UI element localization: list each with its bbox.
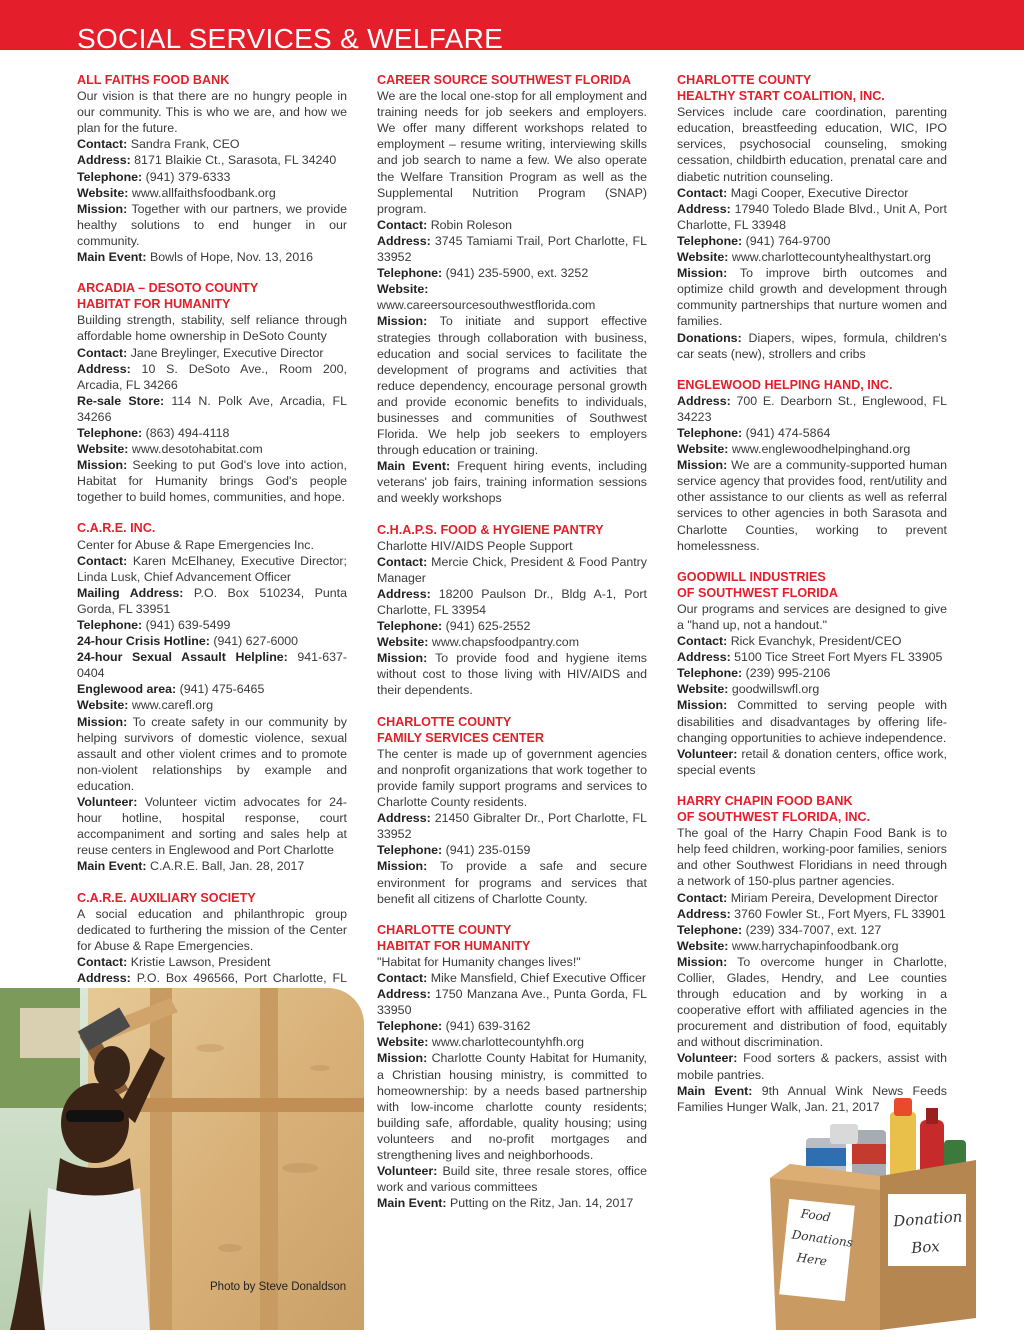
org-name-line: HEALTHY START COALITION, INC.: [677, 89, 885, 104]
detail-value: To provide a safe and secure environment for programs and services that benefit all citizens of Charlotte County.: [377, 859, 647, 906]
donation-box-photo: [770, 1094, 980, 1330]
org-detail: [377, 233, 647, 265]
org-detail: [677, 938, 947, 954]
detail-label: Address:: [77, 153, 131, 168]
org-description: [77, 906, 347, 954]
org-entry: [77, 280, 347, 505]
detail-label: Main Event:: [77, 250, 147, 265]
detail-label: Contact:: [377, 217, 428, 232]
detail-label: Volunteer:: [77, 795, 138, 810]
detail-value: Frequent hiring events, including veterans' job fairs, training information sessions and weekly workshops: [377, 459, 647, 506]
detail-value: www.desotohabitat.com: [128, 442, 263, 457]
org-detail: [77, 714, 347, 794]
org-detail: [377, 858, 647, 906]
detail-label: Contact:: [677, 634, 728, 649]
detail-label: Telephone:: [77, 425, 143, 440]
org-entry: [377, 714, 647, 907]
org-entry: [77, 520, 347, 874]
description-text: Our programs and services are designed to give a "hand up, not a handout.": [677, 601, 947, 632]
org-entry: [677, 793, 947, 1115]
org-name: [677, 793, 947, 825]
detail-label: Website:: [677, 442, 729, 457]
org-name-line: ARCADIA – DESOTO COUNTY: [77, 281, 259, 296]
org-detail: [677, 633, 947, 649]
detail-value: Seeking to put God's love into action, Habitat for Humanity brings God's people together to build homes, communities, and hope.: [77, 458, 347, 505]
detail-label: Address:: [677, 393, 731, 408]
detail-value: To create safety in our community by helping survivors of domestic violence, sexual assault and other violent crimes and to promote non-violent relationships by example and education.: [77, 714, 347, 793]
org-detail: [77, 794, 347, 858]
org-description: [77, 537, 347, 553]
detail-value: Jane Breylinger, Executive Director: [127, 345, 324, 360]
detail-label: Telephone:: [77, 618, 143, 632]
detail-value: (941) 379-6333: [142, 169, 231, 184]
detail-label: Website:: [77, 185, 129, 200]
detail-value: (239) 334-7007, ext. 127: [742, 922, 882, 937]
org-detail: [77, 201, 347, 249]
org-detail: [77, 617, 347, 633]
org-detail: [377, 217, 647, 233]
detail-label: Contact:: [77, 553, 128, 568]
org-detail: [77, 185, 347, 201]
detail-label: Website:: [677, 938, 729, 953]
detail-label: Contact:: [77, 137, 128, 152]
org-detail: [677, 954, 947, 1051]
org-detail: [677, 922, 947, 938]
detail-value: Karen McElhaney, Executive Director; Linda Lusk, Chief Advancement Officer: [77, 553, 347, 584]
box-label-right-line-2: Box: [910, 1237, 941, 1258]
org-entry: [677, 569, 947, 778]
box-label-left-line-3: Here: [795, 1250, 828, 1269]
detail-label: Website:: [377, 1035, 429, 1050]
org-detail: [77, 425, 347, 441]
org-detail: [377, 265, 647, 281]
org-name-line: C.A.R.E. AUXILIARY SOCIETY: [77, 890, 256, 905]
detail-label: Website:: [677, 682, 729, 697]
org-detail: [377, 970, 647, 986]
org-name: [377, 522, 647, 538]
detail-label: Telephone:: [677, 425, 743, 440]
detail-label: Contact:: [377, 970, 428, 985]
org-detail: [677, 681, 947, 697]
org-name-line: CHARLOTTE COUNTY: [377, 714, 512, 729]
org-detail: [77, 954, 347, 970]
org-detail: [77, 152, 347, 168]
detail-label: Address:: [377, 987, 431, 1002]
detail-value: (863) 494-4118: [142, 425, 230, 440]
org-detail: [77, 393, 347, 425]
box-label-left-line-1: Food: [799, 1206, 832, 1225]
org-name: [77, 72, 347, 88]
detail-label: Telephone:: [377, 843, 443, 858]
detail-value: 18200 Paulson Dr., Bldg A-1, Port Charlotte, FL 33954: [377, 586, 647, 617]
detail-value: Rick Evanchyk, President/CEO: [727, 634, 902, 649]
org-detail: [377, 842, 647, 858]
org-detail: [677, 906, 947, 922]
org-detail: [377, 1018, 647, 1034]
description-text: Charlotte HIV/AIDS People Support: [377, 538, 573, 553]
detail-label: Address:: [77, 970, 131, 985]
detail-label: Website:: [77, 442, 129, 457]
detail-label: Volunteer:: [677, 1051, 738, 1066]
org-detail: [77, 697, 347, 713]
org-name-line: HARRY CHAPIN FOOD BANK: [677, 793, 853, 808]
detail-label: Mailing Address:: [77, 585, 184, 600]
detail-value: Food sorters & packers, assist with mobile pantries.: [677, 1051, 947, 1082]
org-detail: [677, 1050, 947, 1082]
detail-value: (941) 235-0159: [442, 843, 531, 858]
detail-value: Diapers, wipes, formula, children's car seats (new), strollers and cribs: [677, 330, 947, 361]
detail-label: Mission:: [377, 1051, 428, 1066]
org-name-line: HABITAT FOR HUMANITY: [377, 938, 531, 953]
detail-value: Volunteer victim advocates for 24-hour hotline, hospital response, court accompaniment and sorting and sales help at reuse centers in Englewood and Port Charlotte: [77, 795, 347, 858]
org-entry: [677, 72, 947, 362]
org-detail: [77, 345, 347, 361]
detail-value: C.A.R.E. Ball, Jan. 28, 2017: [146, 859, 305, 874]
detail-value: 21450 Gibralter Dr., Port Charlotte, FL 33952: [377, 811, 647, 842]
detail-value: www.charlottecountyhfh.org: [428, 1035, 585, 1050]
org-detail: [377, 281, 647, 313]
detail-value: Robin Roleson: [427, 217, 512, 232]
org-detail: [377, 554, 647, 586]
org-detail: [677, 890, 947, 906]
org-name-line: OF SOUTHWEST FLORIDA, INC.: [677, 810, 871, 825]
org-detail: [377, 1195, 647, 1211]
org-name-line: CHARLOTTE COUNTY: [677, 73, 812, 87]
org-description: [377, 746, 647, 810]
org-description: [677, 104, 947, 184]
detail-value: www.carefl.org: [128, 698, 214, 713]
detail-label: 24-hour Crisis Hotline:: [77, 634, 210, 649]
org-detail: [677, 265, 947, 329]
detail-value: (941) 639-3162: [442, 1019, 531, 1034]
detail-label: Telephone:: [677, 233, 743, 248]
detail-value: www.chapsfoodpantry.com: [428, 635, 580, 650]
org-name-line: FAMILY SERVICES CENTER: [377, 730, 545, 745]
detail-value: P.O. Box 496566, Port Charlotte, FL: [136, 970, 347, 985]
description-text: "Habitat for Humanity changes lives!": [377, 954, 581, 969]
org-detail: [77, 136, 347, 152]
detail-label: Donations:: [677, 330, 742, 345]
org-detail: [677, 665, 947, 681]
box-label-left-line-2: Donations: [790, 1227, 854, 1250]
org-name-line: C.H.A.P.S. FOOD & HYGIENE PANTRY: [377, 522, 604, 537]
detail-value: To provide food and hygiene items without cost to those living with HIV/AIDS and their dependents.: [377, 651, 647, 698]
detail-value: Putting on the Ritz, Jan. 14, 2017: [446, 1196, 634, 1211]
detail-label: Telephone:: [377, 619, 443, 634]
description-text: We are the local one-stop for all employment and training needs for job seekers and employers. We offer many different workshops related to employment – resume writing, interviewing skills and job search to name a few. We also operate the Welfare Transition Program as well as the Supplemental Nutrition Program (SNAP) program.: [377, 89, 647, 216]
org-entry: [77, 72, 347, 265]
org-name: [77, 280, 347, 312]
description-text: The center is made up of government agencies and nonprofit organizations that work together to provide family support programs and services to Charlotte County residents.: [377, 746, 647, 810]
detail-label: Mission:: [377, 314, 428, 329]
detail-label: Mission:: [77, 201, 128, 216]
org-description: [77, 88, 347, 136]
detail-value: (941) 639-5499: [142, 618, 231, 632]
org-name: [677, 569, 947, 601]
detail-value: 3760 Fowler St., Fort Myers, FL 33901: [730, 906, 946, 921]
org-detail: [377, 634, 647, 650]
org-detail: [677, 457, 947, 554]
org-detail: [77, 169, 347, 185]
detail-value: (941) 627-6000: [209, 634, 299, 649]
org-description: [377, 954, 647, 970]
page-title: SOCIAL SERVICES & WELFARE: [77, 23, 504, 54]
column-1: [77, 72, 347, 1065]
detail-value: retail & donation centers, office work, special events: [677, 746, 947, 777]
volunteer-builder-photo: [0, 988, 364, 1330]
detail-label: Mission:: [377, 651, 428, 666]
detail-label: Website:: [77, 698, 129, 713]
detail-label: Contact:: [77, 954, 128, 969]
detail-value: Miriam Pereira, Development Director: [727, 890, 938, 905]
org-entry: [377, 922, 647, 1212]
detail-value: To initiate and support effective strategies through collaboration with business, education and social services to facilitate the development of programs and activities that reduce dependency, encourage personal growth and provide economic benefits to individuals, businesses and communities of Southwest Florida. We help job seekers to employers through education or training.: [377, 314, 647, 458]
org-detail: [377, 1050, 647, 1163]
org-detail: [377, 1163, 647, 1195]
org-name: [77, 520, 347, 536]
box-label-right-line-1: Donation: [892, 1207, 963, 1231]
detail-label: 24-hour Sexual Assault Helpline:: [77, 650, 288, 665]
detail-value: 9th Annual Wink News Feeds Families Hunger Walk, Jan. 21, 2017: [677, 1083, 947, 1114]
detail-value: www.englewoodhelpinghand.org: [728, 442, 911, 457]
detail-label: Contact:: [677, 185, 728, 200]
org-detail: [77, 633, 347, 649]
org-description: [77, 312, 347, 344]
detail-value: 10 S. DeSoto Ave., Room 200, Arcadia, FL 34266: [77, 361, 347, 392]
detail-label: Main Event:: [77, 859, 147, 874]
detail-label: Mission:: [677, 954, 728, 969]
org-entry: [377, 522, 647, 699]
detail-label: Website:: [677, 250, 729, 265]
description-text: A social education and philanthropic group dedicated to furthering the mission of the Center for Abuse & Rape Emergencies.: [77, 906, 347, 953]
detail-value: Build site, three resale stores, office work and various committees: [377, 1164, 647, 1195]
org-description: [377, 538, 647, 554]
org-detail: [677, 441, 947, 457]
detail-label: Telephone:: [377, 266, 443, 281]
org-detail: [77, 681, 347, 697]
detail-value: www.allfaithsfoodbank.org: [128, 185, 276, 200]
org-description: [677, 601, 947, 633]
detail-label: Address:: [377, 233, 431, 248]
org-name-line: CAREER SOURCE SOUTHWEST FLORIDA: [377, 73, 631, 87]
org-detail: [677, 249, 947, 265]
detail-label: Mission:: [677, 266, 728, 281]
detail-value: 8171 Blaikie Ct., Sarasota, FL 34240: [130, 153, 337, 168]
detail-value: Mercie Chick, President & Food Pantry Manager: [377, 554, 647, 585]
org-detail: [77, 361, 347, 393]
org-name-line: ALL FAITHS FOOD BANK: [77, 73, 230, 87]
detail-value: 941-637-0404: [77, 650, 347, 681]
detail-value: (941) 474-5864: [742, 425, 831, 440]
detail-label: Mission:: [677, 458, 728, 473]
org-detail: [77, 441, 347, 457]
description-text: Our vision is that there are no hungry people in our community. This is who we are, and how we plan for the future.: [77, 89, 347, 136]
detail-value: www.harrychapinfoodbank.org: [728, 938, 899, 953]
detail-label: Mission:: [377, 859, 428, 874]
description-text: Services include care coordination, parenting education, breastfeeding education, WIC, IPO services, psychosocial counseling, smoking cessation, childbirth education, prenatal care and diabetic nutrition counseling.: [677, 105, 947, 184]
org-entry: [377, 72, 647, 507]
org-detail: [77, 858, 347, 874]
org-detail: [677, 649, 947, 665]
org-detail: [677, 233, 947, 249]
org-name-line: GOODWILL INDUSTRIES: [677, 569, 826, 584]
org-detail: [677, 425, 947, 441]
org-detail: [377, 458, 647, 506]
detail-label: Address:: [377, 811, 431, 826]
org-name-line: OF SOUTHWEST FLORIDA: [677, 585, 838, 600]
detail-value: (941) 764-9700: [742, 233, 831, 248]
detail-label: Contact:: [77, 345, 128, 360]
column-3: [677, 72, 947, 1130]
org-name: [77, 890, 347, 906]
org-detail: [77, 649, 347, 681]
detail-value: (941) 235-5900, ext. 3252: [442, 266, 589, 281]
org-description: [677, 825, 947, 889]
detail-label: Address:: [677, 650, 731, 665]
detail-value: www.careersourcesouthwestflorida.com: [377, 298, 596, 313]
detail-value: (239) 995-2106: [742, 666, 831, 681]
detail-value: 700 E. Dearborn St., Englewood, FL 34223: [677, 393, 947, 424]
detail-label: Telephone:: [677, 666, 743, 681]
detail-label: Volunteer:: [377, 1164, 438, 1179]
org-name-line: ENGLEWOOD HELPING HAND, INC.: [677, 377, 893, 392]
org-description: [377, 88, 647, 217]
org-detail: [677, 393, 947, 425]
detail-value: Bowls of Hope, Nov. 13, 2016: [146, 250, 313, 265]
detail-label: Mission:: [77, 458, 128, 473]
detail-label: Contact:: [677, 890, 728, 905]
org-detail: [677, 201, 947, 233]
detail-value: Committed to serving people with disabilities and disadvantages by offering life-changing opportunities to achieve independence.: [677, 698, 947, 745]
org-detail: [677, 746, 947, 778]
org-entry: [677, 377, 947, 554]
detail-value: (941) 475-6465: [176, 682, 265, 697]
description-text: Building strength, stability, self reliance through affordable home ownership in DeSoto County: [77, 313, 347, 344]
detail-label: Website:: [377, 635, 429, 650]
org-detail: [77, 553, 347, 585]
org-name-line: HABITAT FOR HUMANITY: [77, 297, 231, 312]
description-text: The goal of the Harry Chapin Food Bank is to help feed children, working-poor families, seniors and other Southwest Floridians in need through a network of 150-plus partner agencies.: [677, 826, 947, 889]
photo-credit: Photo by Steve Donaldson: [210, 1281, 347, 1293]
detail-value: To overcome hunger in Charlotte, Collier, Glades, Hendry, and Lee counties through education and by working in a cooperative effort with affiliated agencies in the procurement and distribution of food, equitably and without discrimination.: [677, 954, 947, 1050]
detail-value: 3745 Tamiami Trail, Port Charlotte, FL 33952: [377, 233, 647, 265]
description-text: Center for Abuse & Rape Emergencies Inc.: [77, 537, 314, 552]
detail-label: Telephone:: [377, 1019, 443, 1034]
org-name: [377, 714, 647, 746]
org-name: [377, 72, 647, 88]
detail-value: www.charlottecountyhealthystart.org: [728, 250, 931, 265]
detail-value: Kristie Lawson, President: [127, 954, 271, 969]
detail-label: Main Event:: [377, 1196, 447, 1211]
detail-label: Main Event:: [677, 1083, 753, 1098]
detail-value: Together with our partners, we provide healthy solutions to end hunger in our community.: [77, 201, 347, 248]
detail-value: To improve birth outcomes and optimize child growth and development through community partnerships that nurture women and families.: [677, 266, 947, 329]
detail-label: Contact:: [377, 554, 428, 569]
org-name: [677, 377, 947, 393]
org-detail: [377, 986, 647, 1018]
column-2: [377, 72, 647, 1226]
org-detail: [377, 1034, 647, 1050]
detail-label: Address:: [677, 906, 731, 921]
detail-label: Re-sale Store:: [77, 393, 165, 408]
org-detail: [377, 650, 647, 698]
detail-value: Sandra Frank, CEO: [127, 137, 240, 152]
detail-value: Mike Mansfield, Chief Executive Officer: [427, 970, 647, 985]
org-detail: [377, 810, 647, 842]
detail-value: P.O. Box 510234, Punta Gorda, FL 33951: [77, 585, 347, 616]
detail-label: Address:: [377, 586, 431, 601]
org-detail: [677, 330, 947, 362]
detail-value: goodwillswfl.org: [728, 682, 820, 697]
org-name-line: C.A.R.E. INC.: [77, 521, 156, 536]
detail-label: Website:: [377, 282, 429, 297]
org-detail: [77, 249, 347, 265]
detail-label: Main Event:: [377, 459, 451, 474]
detail-value: Magi Cooper, Executive Director: [727, 185, 909, 200]
detail-label: Telephone:: [77, 169, 143, 184]
org-detail: [377, 586, 647, 618]
detail-value: 17940 Toledo Blade Blvd., Unit A, Port Charlotte, FL 33948: [677, 201, 947, 232]
detail-label: Address:: [677, 201, 731, 216]
detail-value: We are a community-supported human service agency that provides food, rent/utility and other assistance to our clients as well as referral services to other agencies in both Sarasota and Charlotte Counties, working to prevent homelessness.: [677, 458, 947, 553]
org-detail: [677, 185, 947, 201]
org-detail: [77, 457, 347, 505]
org-name: [377, 922, 647, 954]
detail-label: Englewood area:: [77, 682, 177, 697]
detail-label: Telephone:: [677, 922, 743, 937]
detail-value: 5100 Tice Street Fort Myers FL 33905: [730, 650, 943, 665]
org-name-line: CHARLOTTE COUNTY: [377, 922, 512, 937]
org-detail: [77, 585, 347, 617]
detail-value: 114 N. Polk Ave, Arcadia, FL 34266: [77, 393, 347, 424]
detail-value: Charlotte County Habitat for Humanity, a Christian housing ministry, is committed to homeownership: by a needs based partnership with low-income charlotte county residents; building safe, affordable, quality housing; using volunteers and no-profit mortgages and strengthening lives and neighborhoods.: [377, 1051, 647, 1162]
org-name: [677, 72, 947, 104]
detail-label: Mission:: [677, 698, 728, 713]
org-detail: [377, 618, 647, 634]
detail-value: 1750 Manzana Ave., Punta Gorda, FL 33950: [377, 987, 647, 1018]
detail-label: Volunteer:: [677, 746, 738, 761]
detail-label: Mission:: [77, 714, 128, 729]
detail-value: (941) 625-2552: [442, 619, 531, 634]
org-detail: [677, 697, 947, 745]
detail-label: Address:: [77, 361, 131, 376]
org-detail: [377, 313, 647, 458]
